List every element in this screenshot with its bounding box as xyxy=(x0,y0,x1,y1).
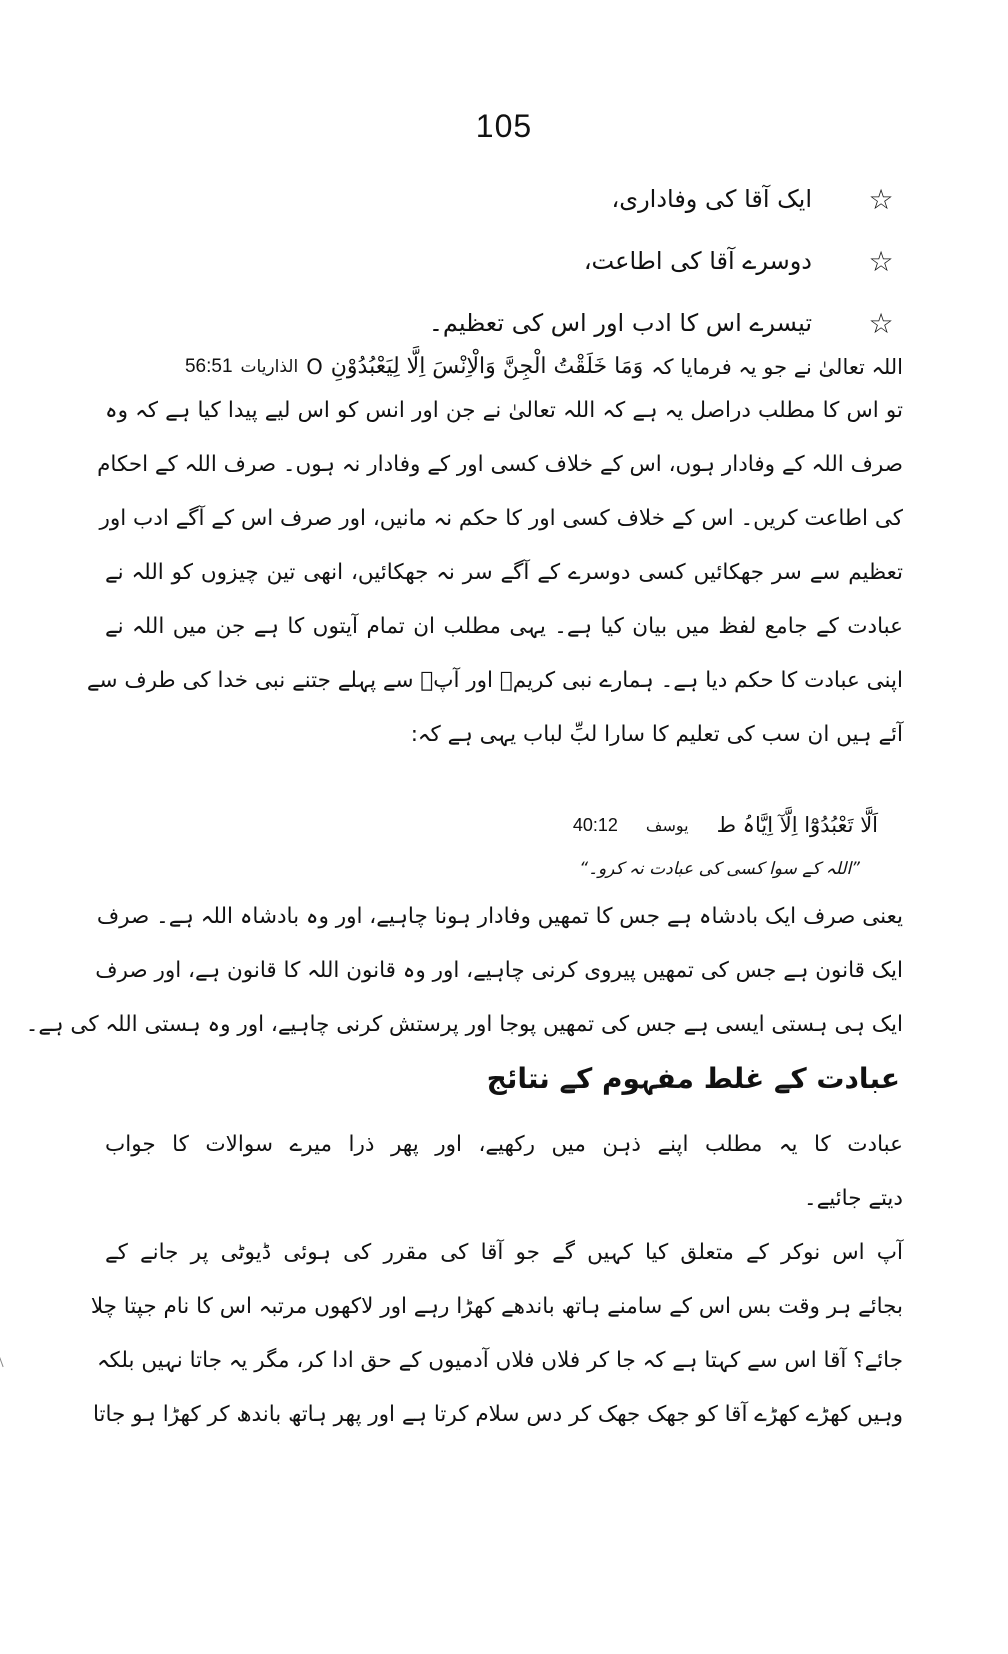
text-line: آئے ہیں ان سب کی تعلیم کا سارا لبِّ لباب یہی ہے کہ: xyxy=(410,722,903,747)
star-icon: ☆ xyxy=(868,306,894,340)
text-line: بجائے ہر وقت بس اس کے سامنے ہاتھ باندھے کھڑا رہے اور لاکھوں مرتبہ اس کا نام جپتا چلا xyxy=(90,1294,903,1319)
page-number: 105 xyxy=(475,108,533,144)
text-line: آپ اس نوکر کے متعلق کیا کہیں گے جو آقا کی مقرر کی ہوئی ڈیوٹی پر جانے کے xyxy=(105,1240,903,1265)
margin-mark xyxy=(0,1351,11,1367)
ayah-intro: اللہ تعالیٰ نے جو یہ فرمایا کہ xyxy=(651,354,903,379)
bullet-text: دوسرے آقا کی اطاعت، xyxy=(583,247,812,275)
ayah-end-mark: O xyxy=(306,354,323,379)
bullet-item xyxy=(76,292,896,354)
quoted-ayah xyxy=(118,805,878,887)
ayah-citation-line xyxy=(83,354,903,379)
bullet-list xyxy=(76,168,896,354)
quoted-ayah-arabic: اَلَّا تَعْبُدُوْٓا اِلَّآ اِیَّاہُ ط xyxy=(716,813,878,837)
section-heading: عبادت کے غلط مفہوم کے نتائج xyxy=(486,1062,900,1095)
bullet-item xyxy=(76,168,896,230)
ayah-arabic-text: وَمَا خَلَقْتُ الْجِنَّ وَالْاِنْسَ اِلَّا لِیَعْبُدُوْنِ xyxy=(330,354,644,379)
quoted-ayah-surah: یوسف xyxy=(645,815,689,835)
text-line: اپنی عبادت کا حکم دیا ہے۔ ہمارے نبی کریمؐ اور آپؐ سے پہلے جتنے نبی خدا کی طرف سے xyxy=(86,668,903,693)
star-icon: ☆ xyxy=(868,182,894,216)
text-line: تعظیم سے سر جھکائیں کسی دوسرے کے آگے سر نہ جھکائیں، انھی تین چیزوں کو اللہ نے xyxy=(105,560,903,585)
text-line: صرف اللہ کے وفادار ہوں، اس کے خلاف کسی اور کے وفادار نہ ہوں۔ صرف اللہ کے احکام xyxy=(97,452,903,477)
star-icon: ☆ xyxy=(868,244,894,278)
bullet-text: تیسرے اس کا ادب اور اس کی تعظیم۔ xyxy=(428,309,812,337)
text-line: کی اطاعت کریں۔ اس کے خلاف کسی اور کا حکم نہ مانیں، اور صرف اس کے آگے ادب اور xyxy=(99,506,903,531)
quoted-ayah-line xyxy=(118,805,878,845)
text-line: وہیں کھڑے کھڑے آقا کو جھک جھک کر دس سلام کرتا ہے اور پھر ہاتھ باندھ کر کھڑا ہو جاتا xyxy=(92,1402,903,1427)
text-line: یعنی صرف ایک بادشاہ ہے جس کا تمھیں وفادار ہونا چاہیے، اور وہ بادشاہ اللہ ہے۔ صرف xyxy=(96,904,903,929)
text-line: عبادت کا یہ مطلب اپنے ذہن میں رکھیے، اور پھر ذرا میرے سوالات کا جواب xyxy=(105,1132,903,1157)
paragraph-3 xyxy=(105,1118,903,1226)
ayah-surah-name: الذاریات xyxy=(240,356,299,377)
quoted-ayah-translation: ”اللہ کے سوا کسی کی عبادت نہ کرو۔“ xyxy=(579,859,860,879)
paragraph-2 xyxy=(25,890,903,1052)
text-line: دیتے جائیے۔ xyxy=(804,1186,903,1211)
paragraph-4 xyxy=(90,1226,903,1442)
paragraph-1 xyxy=(86,384,903,762)
text-line: ایک ہی ہستی ایسی ہے جس کی تمھیں پوجا اور پرستش کرنی چاہیے، اور وہ ہستی اللہ کی ہے۔ xyxy=(25,1012,903,1037)
quoted-ayah-number: 40:12 xyxy=(572,814,618,835)
ayah-reference-number: 56:51 xyxy=(184,355,233,377)
text-line: عبادت کے جامع لفظ میں بیان کیا ہے۔ یہی مطلب ان تمام آیتوں کا ہے جن میں اللہ نے xyxy=(105,614,903,639)
bullet-item xyxy=(76,230,896,292)
text-line: تو اس کا مطلب دراصل یہ ہے کہ اللہ تعالیٰ نے جن اور انس کو اس لیے پیدا کیا ہے کہ وہ xyxy=(105,398,903,423)
text-line: ایک قانون ہے جس کی تمھیں پیروی کرنی چاہیے، اور وہ قانون اللہ کا قانون ہے، اور صرف xyxy=(95,958,903,983)
bullet-text: ایک آقا کی وفاداری، xyxy=(611,185,812,213)
text-line: جائے؟ آقا اس سے کہتا ہے کہ جا کر فلاں فلاں آدمیوں کے حق ادا کر، مگر یہ جاتا نہیں بلکہ xyxy=(96,1348,903,1373)
